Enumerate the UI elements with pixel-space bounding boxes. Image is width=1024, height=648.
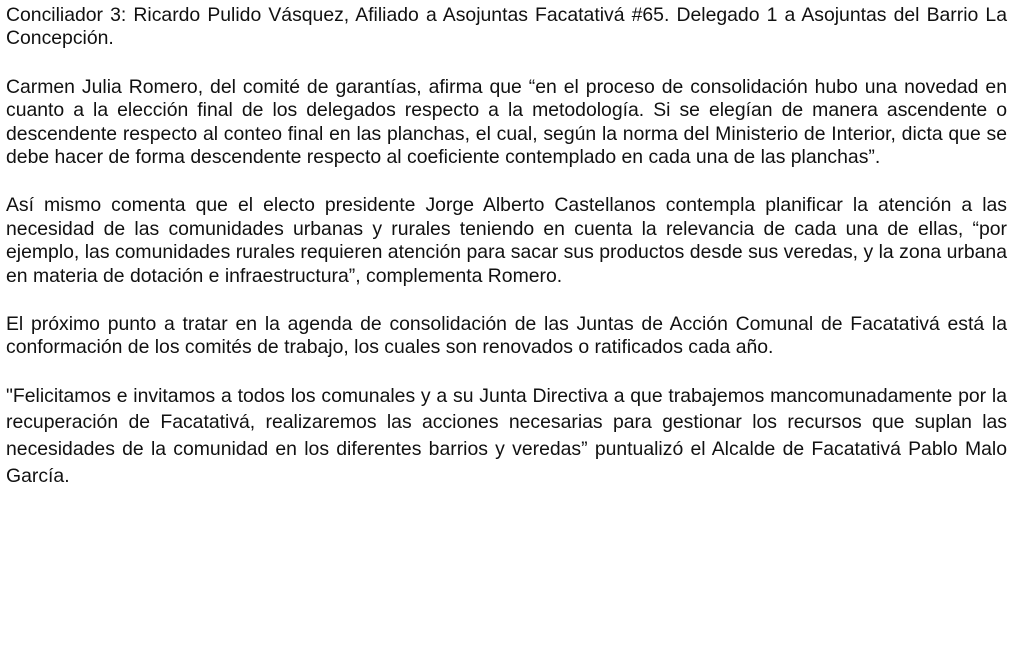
paragraph-presidente-castellanos: Así mismo comenta que el electo presidente Jorge Alberto Castellanos contempla planificar la atención a las necesidad de las comunidades urbanas y rurales teniendo en cuenta la relevancia de cada una de ellas, “por ejemplo, las comunidades rurales requieren atención para sacar sus productos desde sus veredas, y la zona urbana en materia de dotación e infraestructura”, complementa Romero.: [6, 194, 1007, 287]
paragraph-proximo-punto: El próximo punto a tratar en la agenda de consolidación de las Juntas de Acción Comunal de Facatativá está la conformación de los comités de trabajo, los cuales son renovados o ratificados cada año.: [6, 313, 1007, 359]
paragraph-conciliador: Conciliador 3: Ricardo Pulido Vásquez, Afiliado a Asojuntas Facatativá #65. Delegado 1 a Asojuntas del Barrio La Concepción.: [6, 4, 1007, 50]
paragraph-carmen-julia-romero: Carmen Julia Romero, del comité de garantías, afirma que “en el proceso de consolidación hubo una novedad en cuanto a la elección final de los delegados respecto a la metodología. Si se elegían de manera ascendente o descendente respecto al conteo final en las planchas, el cual, según la norma del Ministerio de Interior, dicta que se debe hacer de forma descendente respecto al coeficiente contemplado en cada una de las planchas”.: [6, 75, 1007, 169]
paragraph-alcalde-quote: "Felicitamos e invitamos a todos los comunales y a su Junta Directiva a que trabajemos mancomunadamente por la recuperación de Facatativá, realizaremos las acciones necesarias para gestionar los recursos que suplan las necesidades de la comunidad en los diferentes barrios y veredas” puntualizó el Alcalde de Facatativá Pablo Malo García.: [6, 384, 1007, 487]
document-page: [6, 0, 1007, 648]
